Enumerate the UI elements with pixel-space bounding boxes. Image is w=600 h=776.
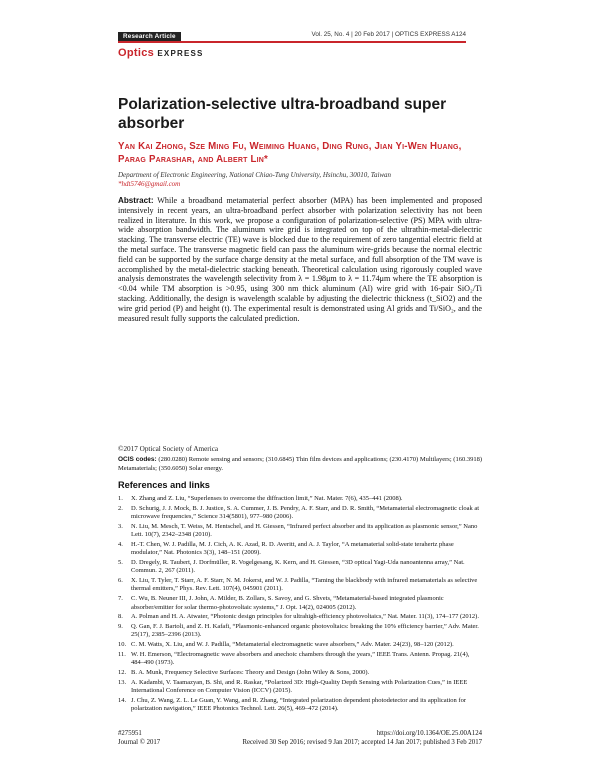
logo-sub: EXPRESS bbox=[157, 49, 204, 58]
reference-item bbox=[118, 495, 482, 503]
footer-right bbox=[242, 729, 482, 747]
reference-text: W. H. Emerson, “Electromagnetic wave absorbers and anechoic chambers through the years,” IEEE Trans. Antenn. Propag. 21(4), 484–490 (1973). bbox=[131, 651, 470, 667]
publication-dates: Received 30 Sep 2016; revised 9 Jan 2017; accepted 14 Jan 2017; published 3 Feb 2017 bbox=[242, 739, 482, 746]
reference-number: 12. bbox=[118, 669, 127, 677]
abstract-label: Abstract: bbox=[118, 196, 154, 205]
reference-number: 1. bbox=[118, 495, 123, 502]
ocis-text: (280.0280) Remote sensing and sensors; (310.6845) Thin film devices and applications; (230.4170) Multilayers; (160.3918) Metamaterials; (350.6050) Solar energy. bbox=[118, 456, 483, 472]
reference-list bbox=[118, 495, 482, 715]
reference-text: C. M. Watts, X. Liu, and W. J. Padilla, “Metamaterial electromagnetic wave absorbers,” Adv. Mater. 24(23), 98–120 (2012). bbox=[131, 641, 454, 649]
reference-item bbox=[118, 505, 482, 522]
footer-left bbox=[118, 729, 160, 747]
reference-text: A. Polman and H. A. Atwater, “Photonic design principles for ultrahigh-efficiency photovoltaics,” Nat. Mater. 11(3), 174–177 (2012). bbox=[131, 613, 479, 621]
reference-item bbox=[118, 523, 482, 540]
reference-item bbox=[118, 641, 482, 649]
corresponding-email[interactable]: *hdt5746@gmail.com bbox=[118, 180, 181, 188]
reference-text: X. Liu, T. Tyler, T. Starr, A. F. Starr, N. M. Jokerst, and W. J. Padilla, “Taming the blackbody with infrared metamaterials as selective thermal emitters,” Phys. Rev. Lett. 107(4), 045901 (2011). bbox=[131, 577, 478, 593]
reference-item bbox=[118, 595, 482, 612]
manuscript-id: #275951 bbox=[118, 730, 142, 737]
reference-item bbox=[118, 697, 482, 714]
abstract-text: While a broadband metamaterial perfect absorber (MPA) has been implemented and proposed intensively in recent years, an ultra-broadband perfect absorber with polarization selectivity has not been realized in literature. In this work, we propose a configuration of polarization-selective (PS) MPA with ultra-wide absorption bandwidth. The aluminum wire grid is integrated on top of the ultrathin-metal-dielectric stacking. The transverse electric (TE) wave is blocked due to the requirement of zero tangential electric field at the metal surface. The transverse magnetic field can pass the aluminum wire-grids because the normal electric field can be supported by the surface charge density at the metal surface, and full absorption of the TM wave is accomplished by the metal-dielectric stacking beneath. Theoretical calculation using rigorously coupled wave analysis demonstrates the wavelength selectivity from λ = 1.98μm to λ = 11.74μm where the TE absorption is <0.04 while TM absorption is >0.95, using 300 nm thick aluminum (Al) wire grid with 16-pair SiO₂/Ti stacking. Additionally, the design is wavelength scalable by adjusting the dielectric thickness (t_SiO2) and the wire grid period (P) and height (t). The experimental result is demonstrated using Al grids and Ti/SiO₂, and the measured result fully supports the calculated prediction. bbox=[118, 196, 482, 323]
ocis-label: OCIS codes: bbox=[118, 456, 157, 463]
article-type-badge: Research Article bbox=[118, 32, 181, 41]
reference-text: N. Liu, M. Mesch, T. Weiss, M. Hentschel, and H. Giessen, “Infrared perfect absorber and its application as plasmonic sensor,” Nano Lett. 10(7), 2342–2348 (2010). bbox=[131, 522, 478, 539]
reference-number: 14. bbox=[118, 697, 127, 705]
reference-text: H.-T. Chen, W. J. Padilla, M. J. Cich, A. K. Azad, R. D. Averitt, and A. J. Taylor, “A metamaterial solid-state terahertz phase modulator,” Nat. Photonics 3(3), 148–151 (2009). bbox=[131, 540, 454, 557]
reference-item bbox=[118, 679, 482, 696]
header-rule bbox=[118, 41, 466, 43]
reference-text: D. Schurig, J. J. Mock, B. J. Justice, S. A. Cummer, J. B. Pendry, A. F. Starr, and D. R. Smith, “Metamaterial electromagnetic cloak at microwave frequencies,” Science 314(5801), 977–980 (2006). bbox=[131, 504, 480, 521]
reference-number: 2. bbox=[118, 504, 123, 512]
reference-number: 8. bbox=[118, 613, 123, 621]
reference-number: 4. bbox=[118, 540, 123, 548]
abstract bbox=[118, 196, 482, 323]
references-heading: References and links bbox=[118, 480, 210, 490]
journal-issue-info: Vol. 25, No. 4 | 20 Feb 2017 | OPTICS EXPRESS A124 bbox=[311, 31, 466, 38]
reference-number: 6. bbox=[118, 577, 123, 585]
reference-item bbox=[118, 669, 482, 677]
reference-item bbox=[118, 541, 482, 558]
doi-link[interactable]: https://doi.org/10.1364/OE.25.00A124 bbox=[376, 730, 482, 737]
reference-item bbox=[118, 623, 482, 640]
paper-title: Polarization-selective ultra-broadband super absorber bbox=[118, 96, 447, 132]
affiliation-department: Department of Electronic Engineering, National Chiao-Tung University, Hsinchu, 30010, Taiwan bbox=[118, 171, 392, 179]
copyright-notice: ©2017 Optical Society of America bbox=[118, 445, 219, 453]
reference-number: 3. bbox=[118, 522, 123, 530]
reference-item bbox=[118, 651, 482, 668]
reference-number: 11. bbox=[118, 651, 126, 659]
ocis-codes bbox=[118, 456, 482, 473]
reference-number: 13. bbox=[118, 678, 127, 686]
reference-number: 5. bbox=[118, 559, 123, 567]
reference-text: D. Dregely, R. Taubert, J. Dorfmüller, R. Vogelgesang, K. Kern, and H. Giessen, “3D optical Yagi-Uda nanoantenna array,” Nat. Commun. 2, 267 (2011). bbox=[131, 559, 465, 575]
reference-item bbox=[118, 559, 482, 576]
reference-number: 10. bbox=[118, 641, 127, 649]
reference-text: C. Wu, B. Neuner III, J. John, A. Milder, B. Zollars, S. Savoy, and G. Shvets, “Metamaterial-based integrated plasmonic absorber/emitter for solar thermo-photovoltaic systems,” J. Opt. 14(2), 024005 (2012). bbox=[131, 595, 444, 611]
reference-text: Q. Gan, F. J. Bartoli, and Z. H. Kafafi, “Plasmonic-enhanced organic photovoltaics: breaking the 10% efficiency barrier,” Adv. Mater. 25(17), 2385–2396 (2013). bbox=[131, 623, 479, 639]
reference-text: J. Chu, Z. Wang, Z. L. Le Guan, Y. Wang, and R. Zhang, “Integrated polarization dependent photodetector and its application for polarization navigation,” IEEE Photonics Technol. Lett. 26(5), 469–472 (2014). bbox=[131, 697, 466, 713]
reference-item bbox=[118, 577, 482, 594]
reference-number: 9. bbox=[118, 623, 123, 631]
reference-number: 7. bbox=[118, 595, 123, 603]
reference-text: A. Kadambi, V. Taamazyan, B. Shi, and R. Raskar, “Polarized 3D: High-Quality Depth Sensing with Polarization Cues,” in IEEE International Conference on Computer Vision (ICCV) (2015). bbox=[131, 678, 468, 695]
journal-copyright: Journal © 2017 bbox=[118, 739, 161, 746]
affiliation bbox=[118, 171, 478, 189]
author-list: Yan Kai Zhong, Sze Ming Fu, Weiming Huang, Ding Rung, Jian Yi-Wen Huang, Parag Parashar, and Albert Lin* bbox=[118, 141, 462, 165]
reference-text: B. A. Munk, Frequency Selective Surfaces: Theory and Design (John Wiley & Sons, 2000). bbox=[131, 669, 370, 677]
reference-text: X. Zhang and Z. Liu, “Superlenses to overcome the diffraction limit,” Nat. Mater. 7(6), 435–441 (2008). bbox=[131, 495, 403, 502]
journal-logo bbox=[118, 47, 204, 59]
logo-main: Optics bbox=[118, 47, 155, 59]
reference-item bbox=[118, 613, 482, 621]
